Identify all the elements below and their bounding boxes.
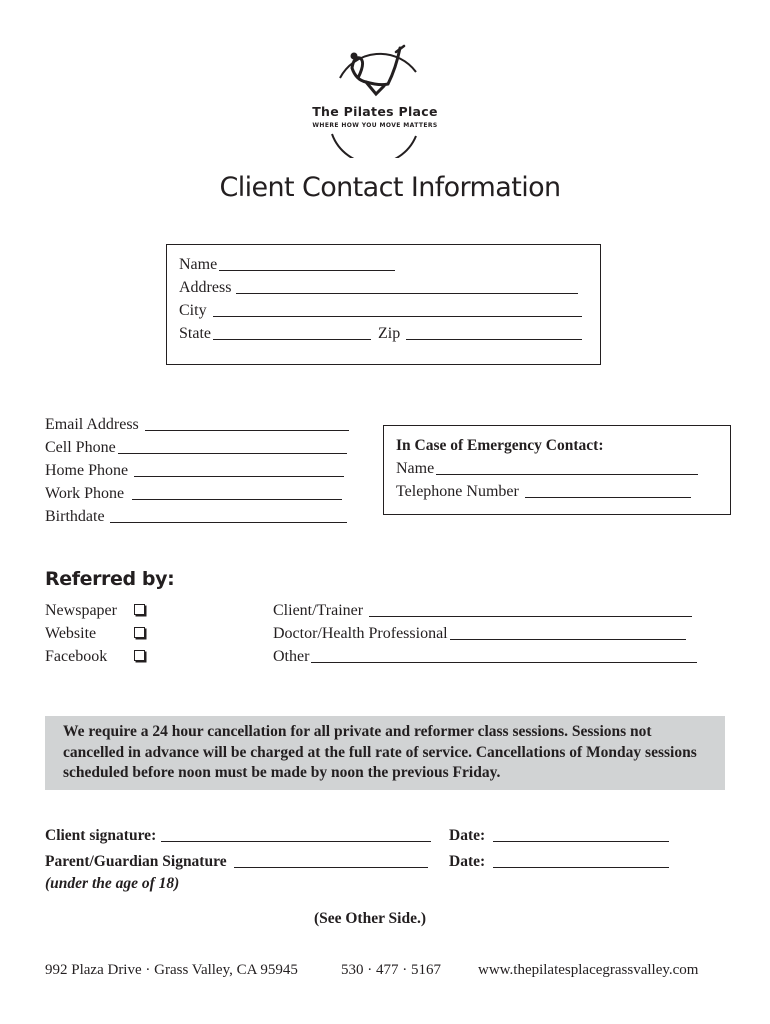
address-blank[interactable] [236,281,578,294]
birthdate-field[interactable] [45,508,347,526]
client-signature-field[interactable] [45,827,431,845]
website-label: Website [45,625,97,642]
work-phone-field[interactable] [45,485,342,503]
cell-phone-blank[interactable] [118,441,347,454]
facebook-label: Facebook [45,648,108,665]
client-date-label: Date: [449,827,486,844]
other-blank[interactable] [311,650,697,663]
emergency-name-label: Name [396,460,435,477]
client-signature-blank[interactable] [161,829,431,842]
state-field[interactable] [179,325,371,343]
emergency-phone-field[interactable] [396,483,691,501]
logo-tagline: WHERE HOW YOU MOVE MATTERS [312,122,438,129]
cell-phone-label: Cell Phone [45,439,116,456]
name-label: Name [179,256,218,273]
newspaper-option [45,602,117,620]
age-note: (under the age of 18) [45,875,180,892]
email-label: Email Address [45,416,139,433]
logo-name: The Pilates Place [312,104,438,119]
zip-field[interactable] [378,325,582,343]
guardian-date-blank[interactable] [493,855,669,868]
client-signature-label: Client signature: [45,827,157,844]
client-date-field[interactable] [449,827,669,845]
client-trainer-label: Client/Trainer [273,602,364,619]
other-field[interactable] [273,648,697,666]
emergency-name-field[interactable] [396,460,698,478]
address-label: Address [179,279,232,296]
guardian-date-field[interactable] [449,853,669,871]
website-checkbox[interactable] [134,627,145,638]
birthdate-blank[interactable] [110,510,347,523]
facebook-checkbox[interactable] [134,650,145,661]
emergency-name-blank[interactable] [436,462,698,475]
zip-blank[interactable] [406,327,582,340]
email-blank[interactable] [145,418,349,431]
other-label: Other [273,648,310,665]
emergency-phone-blank[interactable] [525,485,691,498]
name-blank[interactable] [219,258,395,271]
footer-address: 992 Plaza Drive · Grass Valley, CA 95945 [45,962,298,978]
guardian-signature-label: Parent/Guardian Signature [45,853,227,870]
home-phone-label: Home Phone [45,462,129,479]
newspaper-label: Newspaper [45,602,117,619]
page-title: Client Contact Information [219,172,561,203]
newspaper-checkbox[interactable] [134,604,145,615]
home-phone-blank[interactable] [134,464,344,477]
work-phone-label: Work Phone [45,485,125,502]
client-trainer-field[interactable] [273,602,692,620]
see-other-side: (See Other Side.) [313,910,427,927]
home-phone-field[interactable] [45,462,344,480]
pilates-figure-icon [300,42,450,158]
state-blank[interactable] [213,327,371,340]
facebook-option [45,648,107,666]
guardian-signature-blank[interactable] [234,855,428,868]
emergency-heading: In Case of Emergency Contact: [396,437,604,454]
work-phone-blank[interactable] [132,487,342,500]
emergency-phone-label: Telephone Number [396,483,519,500]
website-option [45,625,96,643]
client-date-blank[interactable] [493,829,669,842]
email-field[interactable] [45,416,349,434]
address-field[interactable] [179,279,578,297]
client-trainer-blank[interactable] [369,604,692,617]
city-field[interactable] [179,302,582,320]
cell-phone-field[interactable] [45,439,347,457]
state-label: State [179,325,211,342]
city-blank[interactable] [213,304,582,317]
logo [300,42,450,158]
doctor-field[interactable] [273,625,686,643]
doctor-label: Doctor/Health Professional [273,625,448,642]
city-label: City [179,302,207,319]
name-field[interactable] [179,256,395,274]
birthdate-label: Birthdate [45,508,105,525]
guardian-signature-field[interactable] [45,853,428,871]
footer-phone: 530 · 477 · 5167 [341,962,441,978]
doctor-blank[interactable] [450,627,686,640]
guardian-date-label: Date: [449,853,486,870]
referred-heading: Referred by: [45,568,175,590]
footer-website: www.thepilatesplacegrassvalley.com [478,962,699,978]
cancellation-notice: We require a 24 hour cancellation for all private and reformer class sessions. Sessions not cancelled in advance will be charged at the full rate of service. Cancellations of Monday sessions scheduled before noon must be made by noon the previous Friday. [45,716,725,790]
zip-label: Zip [378,325,401,342]
